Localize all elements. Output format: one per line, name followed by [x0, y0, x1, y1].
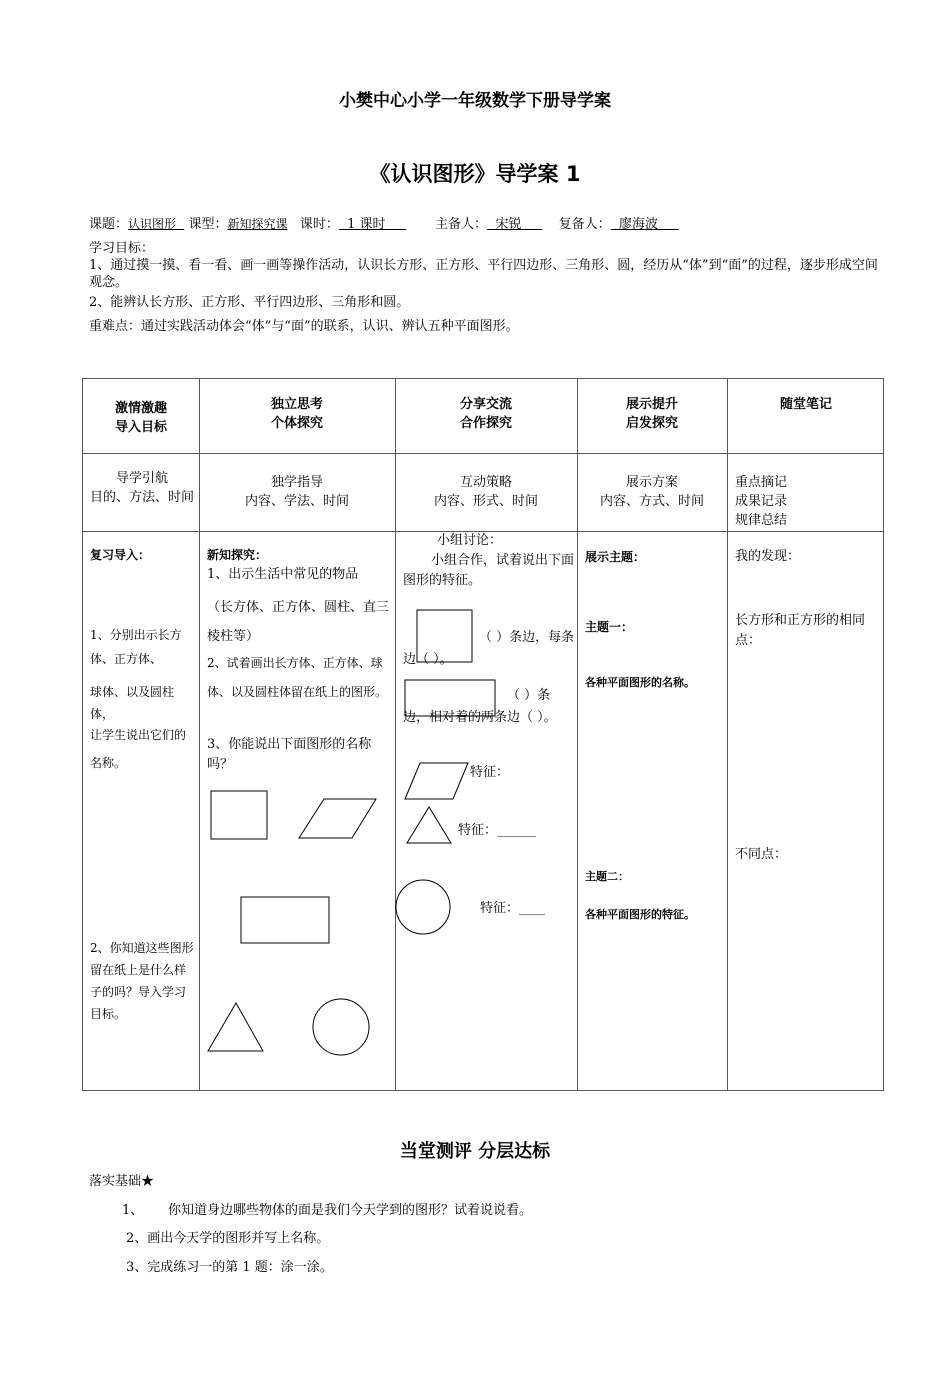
subheader-col-3: 互动策略 内容、形式、时间 [433, 475, 538, 509]
reviewer-label: 复备人： [558, 217, 611, 232]
new-knowledge-heading: 新知探究： [207, 548, 268, 562]
topic-label: 课题： [89, 217, 129, 232]
review-item-1: 1、分别出示长方体、正方体、 [90, 628, 182, 666]
subheader-col-4: 展示方案 内容、方式、时间 [599, 475, 704, 509]
triangle-shape [407, 807, 451, 843]
review-heading: 复习导入： [90, 548, 151, 562]
topic-two: 主题二： [585, 870, 629, 883]
school-title: 小樊中心小学一年级数学下册导学案 [339, 91, 611, 111]
triangle-shape [208, 1003, 263, 1051]
parallelogram-features: 特征： [470, 765, 510, 780]
learning-goals [89, 240, 889, 335]
assessment-level: 落实基础★ [89, 1174, 155, 1189]
header-col-1: 激情激趣 导入目标 [114, 401, 167, 435]
circle-shape [313, 999, 369, 1055]
header-col-5: 随堂笔记 [779, 397, 832, 412]
reviewer-value: 廖海波 [618, 217, 658, 232]
explore-item-1: 1、出示生活中常见的物品 [207, 567, 359, 582]
lesson-meta [89, 213, 679, 232]
type-value: 新知探究课 [227, 217, 288, 231]
parallelogram-shape [405, 763, 468, 799]
differences-note: 不同点： [735, 847, 788, 862]
subheader-col-2: 独学指导 内容、学法、时间 [244, 475, 349, 509]
review-item-2: 2、你知道这些图形留在纸上是什么样子的吗？导入学习目标。 [90, 941, 194, 1021]
hours-value: 1 课时 [347, 217, 386, 232]
topic-one-desc: 各种平面图形的名称。 [585, 676, 695, 689]
group-discussion-heading: 小组讨论： [437, 533, 503, 548]
header-col-3: 分享交流 合作探究 [459, 397, 512, 431]
assessment-q1-number: 1、 [122, 1203, 144, 1218]
circle-shape [396, 880, 450, 934]
shape-set-col2 [199, 531, 395, 1091]
header-col-4: 展示提升 启发探究 [625, 397, 678, 431]
goal-item-2: 2、能辨认长方形、正方形、平行四边形、三角形和圆。 [89, 295, 410, 310]
assessment-q2: 2、画出今天学的图形并写上名称。 [126, 1231, 330, 1246]
parallelogram-shape [299, 799, 376, 838]
my-findings-heading: 我的发现： [735, 549, 801, 564]
explore-item-2: 2、试着画出长方体、正方体、球体、以及圆柱体留在纸上的图形。 [207, 656, 388, 699]
topic-one: 主题一： [585, 620, 634, 634]
explore-item-1b: （长方体、正方体、圆柱、直三棱柱等） [207, 600, 390, 644]
topic-two-desc: 各种平面图形的特征。 [585, 908, 695, 921]
assessment-title: 当堂测评 分层达标 [399, 1141, 551, 1162]
goal-item-1: 1、通过摸一摸、看一看、画一画等操作活动，认识长方形、正方形、平行四边形、三角形、圆，经历从“体”到“面”的过程，逐步形成空间观念。 [89, 258, 878, 290]
group-discussion-intro: 小组合作，试着说出下面图形的特征。 [403, 553, 575, 588]
square-shape [211, 791, 267, 839]
rectangle-shape [241, 897, 329, 943]
subheader-col-5: 重点摘记 成果记录 规律总结 [735, 475, 788, 528]
subheader-col-1: 导学引航 目的、方法、时间 [89, 471, 194, 505]
key-points: 重难点：通过实践活动体会“体”与“面”的联系，认识、辨认五种平面图形。 [89, 319, 519, 334]
circle-features: 特征：____ [480, 901, 546, 916]
hours-label: 课时： [299, 217, 339, 232]
guide-table [82, 378, 884, 1091]
assessment-q3: 3、完成练习一的第 1 题：涂一涂。 [126, 1260, 333, 1275]
display-theme-heading: 展示主题： [585, 550, 646, 564]
rectangle-features: （ ）条边，相对着的两条边（ ）。 [403, 688, 557, 725]
preparer-value: 宋锐 [495, 217, 522, 232]
assessment-q1: 你知道身边哪些物体的面是我们今天学到的图形？试着说说看。 [168, 1203, 533, 1218]
triangle-features: 特征：______ [458, 823, 537, 838]
square-features: （ ）条边，每条边（ ）。 [403, 630, 575, 667]
shape-set-col3 [395, 531, 577, 1091]
lesson-title: 《认识图形》导学案 1 [369, 162, 581, 186]
explore-item-3: 3、你能说出下面图形的名称吗？ [207, 737, 372, 772]
topic-value: 认识图形 [128, 217, 177, 231]
similarities-note: 长方形和正方形的相同点： [735, 613, 866, 648]
goals-heading: 学习目标： [89, 241, 155, 256]
preparer-label: 主备人： [435, 217, 488, 232]
header-col-2: 独立思考 个体探究 [270, 397, 323, 431]
review-item-1b: 球体、以及圆柱体， [90, 685, 175, 721]
review-item-1c: 让学生说出它们的名称。 [90, 728, 187, 770]
type-label: 课型： [188, 217, 228, 232]
